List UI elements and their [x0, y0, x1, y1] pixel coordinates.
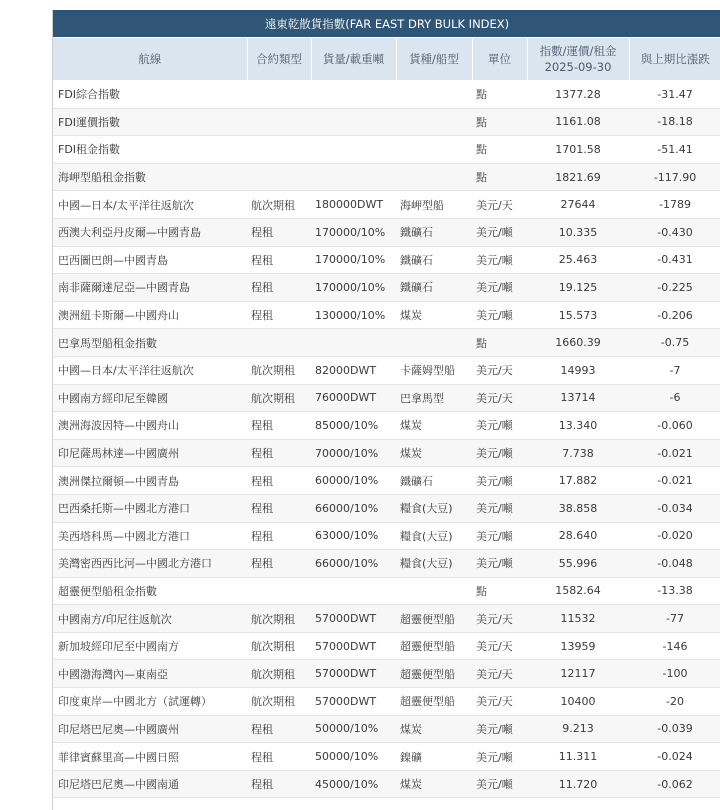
table-title: 遠東乾散貨指數(FAR EAST DRY BULK INDEX): [53, 10, 720, 38]
cell-cargo: 煤炭: [396, 412, 472, 440]
cell-size: [311, 163, 396, 191]
cell-route: 南非薩爾達尼亞—中國青島: [53, 274, 247, 302]
cell-cargo: 巴拿馬型: [396, 384, 472, 412]
cell-unit: 美元/噸: [472, 218, 527, 246]
cell-size: [311, 108, 396, 136]
cell-size: 45000/10%: [311, 770, 396, 798]
cell-contract: 程租: [247, 715, 311, 743]
table-row: [53, 81, 720, 109]
cell-index: 11.311: [527, 743, 629, 771]
cell-cargo: 鐵礦石: [396, 274, 472, 302]
cell-index: 7.738: [527, 439, 629, 467]
cell-cargo: 糧食(大豆): [396, 494, 472, 522]
cell-route: 巴西圖巴朗—中國青島: [53, 246, 247, 274]
cell-change: -77: [629, 605, 720, 633]
cell-route: 美西塔科馬—中國北方港口: [53, 522, 247, 550]
cell-size: 170000/10%: [311, 246, 396, 274]
cell-cargo: 鐵礦石: [396, 467, 472, 495]
cell-cargo: 超靈便型船: [396, 632, 472, 660]
table-row: [53, 632, 720, 660]
cell-change: -0.062: [629, 770, 720, 798]
cell-change: -0.021: [629, 467, 720, 495]
cell-change: -0.75: [629, 329, 720, 357]
cell-contract: 航次期租: [247, 356, 311, 384]
cell-index: 13714: [527, 384, 629, 412]
cell-index: 13.340: [527, 412, 629, 440]
cell-contract: 程租: [247, 550, 311, 578]
cell-size: 63000/10%: [311, 522, 396, 550]
table-row: [53, 384, 720, 412]
header-size: 貨量/載重噸: [311, 38, 396, 81]
cell-cargo: 糧食(大豆): [396, 550, 472, 578]
cell-index: 13959: [527, 632, 629, 660]
cell-size: 85000/10%: [311, 412, 396, 440]
cell-cargo: 卡薩姆型船: [396, 356, 472, 384]
cell-change: -0.048: [629, 550, 720, 578]
cell-route: 西澳大利亞丹皮爾—中國青島: [53, 218, 247, 246]
cell-index: 10400: [527, 688, 629, 716]
cell-index: 1701.58: [527, 136, 629, 164]
cell-change: -1789: [629, 191, 720, 219]
cell-size: [311, 577, 396, 605]
cell-unit: 美元/噸: [472, 274, 527, 302]
cell-unit: 點: [472, 136, 527, 164]
table-row: [53, 605, 720, 633]
cell-contract: [247, 136, 311, 164]
cell-unit: 點: [472, 577, 527, 605]
cell-index: 55.996: [527, 550, 629, 578]
cell-index: 10.335: [527, 218, 629, 246]
cell-index: 1582.64: [527, 577, 629, 605]
table-row: [53, 136, 720, 164]
cell-cargo: 鐵礦石: [396, 246, 472, 274]
cell-contract: 航次期租: [247, 384, 311, 412]
cell-unit: 美元/噸: [472, 467, 527, 495]
cell-contract: 程租: [247, 467, 311, 495]
cell-contract: 程租: [247, 522, 311, 550]
cell-cargo: 煤炭: [396, 770, 472, 798]
cell-cargo: 鎳礦: [396, 743, 472, 771]
cell-unit: 美元/天: [472, 191, 527, 219]
cell-size: 57000DWT: [311, 632, 396, 660]
cell-change: -117.90: [629, 163, 720, 191]
cell-cargo: 超靈便型船: [396, 605, 472, 633]
header-unit: 單位: [472, 38, 527, 81]
cell-change: -0.020: [629, 522, 720, 550]
cell-route: 中國—日本/太平洋往返航次: [53, 356, 247, 384]
cell-cargo: [396, 136, 472, 164]
cell-size: 76000DWT: [311, 384, 396, 412]
cell-unit: 美元/天: [472, 660, 527, 688]
cell-size: 130000/10%: [311, 301, 396, 329]
cell-cargo: [396, 163, 472, 191]
header-change: 與上期比漲跌: [629, 38, 720, 81]
cell-index: 1660.39: [527, 329, 629, 357]
cell-index: 9.213: [527, 715, 629, 743]
table-row: [53, 329, 720, 357]
table-row: [53, 577, 720, 605]
cell-index: 1161.08: [527, 108, 629, 136]
cell-contract: 程租: [247, 301, 311, 329]
cell-index: 1377.28: [527, 81, 629, 109]
cell-contract: 航次期租: [247, 660, 311, 688]
cell-route: 海岬型船租金指數: [53, 163, 247, 191]
cell-unit: 美元/噸: [472, 550, 527, 578]
cell-unit: 美元/天: [472, 356, 527, 384]
header-index-label: 指數/運價/租金: [539, 44, 617, 58]
cell-contract: 程租: [247, 218, 311, 246]
cell-change: -0.039: [629, 715, 720, 743]
cell-route: 超靈便型船租金指數: [53, 577, 247, 605]
cell-unit: 點: [472, 329, 527, 357]
table-row: [53, 467, 720, 495]
cell-cargo: 超靈便型船: [396, 688, 472, 716]
cell-contract: [247, 329, 311, 357]
cell-size: 170000/10%: [311, 218, 396, 246]
table-row: [53, 356, 720, 384]
cell-route: FDI運價指數: [53, 108, 247, 136]
cell-change: -0.021: [629, 439, 720, 467]
cell-route: 印尼塔巴尼奧—中國南通: [53, 770, 247, 798]
cell-change: -0.430: [629, 218, 720, 246]
cell-cargo: [396, 577, 472, 605]
cell-index: 27644: [527, 191, 629, 219]
cell-size: 170000/10%: [311, 274, 396, 302]
cell-contract: [247, 577, 311, 605]
cell-route: 澳洲傑拉爾頓—中國青島: [53, 467, 247, 495]
cell-unit: 美元/噸: [472, 301, 527, 329]
cell-contract: 航次期租: [247, 688, 311, 716]
cell-change: -13.38: [629, 577, 720, 605]
cell-index: 12117: [527, 660, 629, 688]
cell-size: 82000DWT: [311, 356, 396, 384]
cell-route: 澳洲紐卡斯爾—中國舟山: [53, 301, 247, 329]
cell-contract: [247, 163, 311, 191]
cell-unit: 美元/噸: [472, 770, 527, 798]
header-contract: 合約類型: [247, 38, 311, 81]
cell-route: FDI綜合指數: [53, 81, 247, 109]
table-row: [53, 301, 720, 329]
cell-change: -0.060: [629, 412, 720, 440]
table-row: [53, 522, 720, 550]
cell-cargo: 煤炭: [396, 301, 472, 329]
cell-size: 70000/10%: [311, 439, 396, 467]
cell-size: [311, 136, 396, 164]
cell-change: -0.024: [629, 743, 720, 771]
cell-size: [311, 329, 396, 357]
table-row: [53, 494, 720, 522]
cell-route: 巴拿馬型船租金指數: [53, 329, 247, 357]
cell-unit: 美元/天: [472, 688, 527, 716]
cell-unit: 美元/噸: [472, 246, 527, 274]
cell-contract: 程租: [247, 274, 311, 302]
cell-size: 60000/10%: [311, 467, 396, 495]
cell-size: 57000DWT: [311, 688, 396, 716]
cell-index: 19.125: [527, 274, 629, 302]
cell-change: -146: [629, 632, 720, 660]
cell-unit: 美元/噸: [472, 494, 527, 522]
cell-size: 50000/10%: [311, 715, 396, 743]
table-row: [53, 439, 720, 467]
cell-unit: 美元/噸: [472, 743, 527, 771]
cell-unit: 點: [472, 108, 527, 136]
cell-size: 57000DWT: [311, 605, 396, 633]
table-row: [53, 108, 720, 136]
cell-change: -0.225: [629, 274, 720, 302]
header-index: [527, 38, 629, 81]
cell-index: 25.463: [527, 246, 629, 274]
cell-index: 17.882: [527, 467, 629, 495]
table-row: [53, 163, 720, 191]
cell-cargo: 超靈便型船: [396, 660, 472, 688]
cell-index: 28.640: [527, 522, 629, 550]
index-table-container: [52, 10, 720, 810]
cell-size: 180000DWT: [311, 191, 396, 219]
table-row: [53, 743, 720, 771]
header-row: [53, 38, 720, 81]
cell-route: 菲律賓蘇里高—中國日照: [53, 743, 247, 771]
cell-unit: 點: [472, 163, 527, 191]
cell-index: 1821.69: [527, 163, 629, 191]
cell-contract: 程租: [247, 439, 311, 467]
cell-route: 新加坡經印尼至中國南方: [53, 632, 247, 660]
cell-contract: [247, 81, 311, 109]
cell-contract: [247, 108, 311, 136]
table-row: [53, 688, 720, 716]
cell-unit: 美元/噸: [472, 715, 527, 743]
cell-route: 印尼塔巴尼奧—中國廣州: [53, 715, 247, 743]
cell-route: 中國南方經印尼至韓國: [53, 384, 247, 412]
cell-change: -6: [629, 384, 720, 412]
table-row: [53, 770, 720, 798]
cell-cargo: 海岬型船: [396, 191, 472, 219]
cell-cargo: 鐵礦石: [396, 218, 472, 246]
cell-route: 澳洲海波因特—中國舟山: [53, 412, 247, 440]
cell-change: -7: [629, 356, 720, 384]
cell-cargo: 煤炭: [396, 439, 472, 467]
cell-cargo: [396, 329, 472, 357]
cell-unit: 美元/噸: [472, 522, 527, 550]
cell-size: [311, 81, 396, 109]
cell-contract: 程租: [247, 743, 311, 771]
cell-size: 66000/10%: [311, 494, 396, 522]
cell-change: -0.034: [629, 494, 720, 522]
cell-change: -0.206: [629, 301, 720, 329]
cell-contract: 程租: [247, 494, 311, 522]
cell-index: 11.720: [527, 770, 629, 798]
header-route: 航線: [53, 38, 247, 81]
table-row: [53, 191, 720, 219]
cell-contract: 程租: [247, 246, 311, 274]
cell-route: 中國渤海灣內—東南亞: [53, 660, 247, 688]
cell-cargo: 煤炭: [396, 715, 472, 743]
cell-unit: 美元/噸: [472, 412, 527, 440]
cell-route: 巴西桑托斯—中國北方港口: [53, 494, 247, 522]
table-row: [53, 274, 720, 302]
cell-index: 38.858: [527, 494, 629, 522]
cell-contract: 程租: [247, 412, 311, 440]
cell-index: 11532: [527, 605, 629, 633]
cell-change: -20: [629, 688, 720, 716]
cell-contract: 航次期租: [247, 632, 311, 660]
cell-change: -18.18: [629, 108, 720, 136]
cell-index: 15.573: [527, 301, 629, 329]
index-table: [53, 38, 720, 798]
table-body: [53, 81, 720, 798]
cell-cargo: [396, 108, 472, 136]
cell-size: 57000DWT: [311, 660, 396, 688]
cell-index: 14993: [527, 356, 629, 384]
cell-change: -31.47: [629, 81, 720, 109]
cell-unit: 美元/天: [472, 384, 527, 412]
cell-contract: 程租: [247, 770, 311, 798]
table-row: [53, 550, 720, 578]
cell-unit: 美元/天: [472, 605, 527, 633]
cell-route: 印尼薩馬林達—中國廣州: [53, 439, 247, 467]
cell-route: 美灣密西西比河—中國北方港口: [53, 550, 247, 578]
header-index-date: 2025-09-30: [544, 60, 612, 74]
cell-unit: 美元/天: [472, 632, 527, 660]
cell-contract: 航次期租: [247, 605, 311, 633]
cell-unit: 美元/噸: [472, 439, 527, 467]
cell-change: -51.41: [629, 136, 720, 164]
cell-size: 66000/10%: [311, 550, 396, 578]
cell-change: -0.431: [629, 246, 720, 274]
table-row: [53, 218, 720, 246]
cell-cargo: [396, 81, 472, 109]
table-row: [53, 715, 720, 743]
cell-cargo: 糧食(大豆): [396, 522, 472, 550]
cell-route: 中國—日本/太平洋往返航次: [53, 191, 247, 219]
cell-unit: 點: [472, 81, 527, 109]
table-row: [53, 246, 720, 274]
cell-size: 50000/10%: [311, 743, 396, 771]
cell-route: 印度東岸—中國北方（試運轉）: [53, 688, 247, 716]
table-row: [53, 660, 720, 688]
cell-route: 中國南方/印尼往返航次: [53, 605, 247, 633]
cell-contract: 航次期租: [247, 191, 311, 219]
table-row: [53, 412, 720, 440]
cell-change: -100: [629, 660, 720, 688]
header-cargo: 貨種/船型: [396, 38, 472, 81]
cell-route: FDI租金指數: [53, 136, 247, 164]
